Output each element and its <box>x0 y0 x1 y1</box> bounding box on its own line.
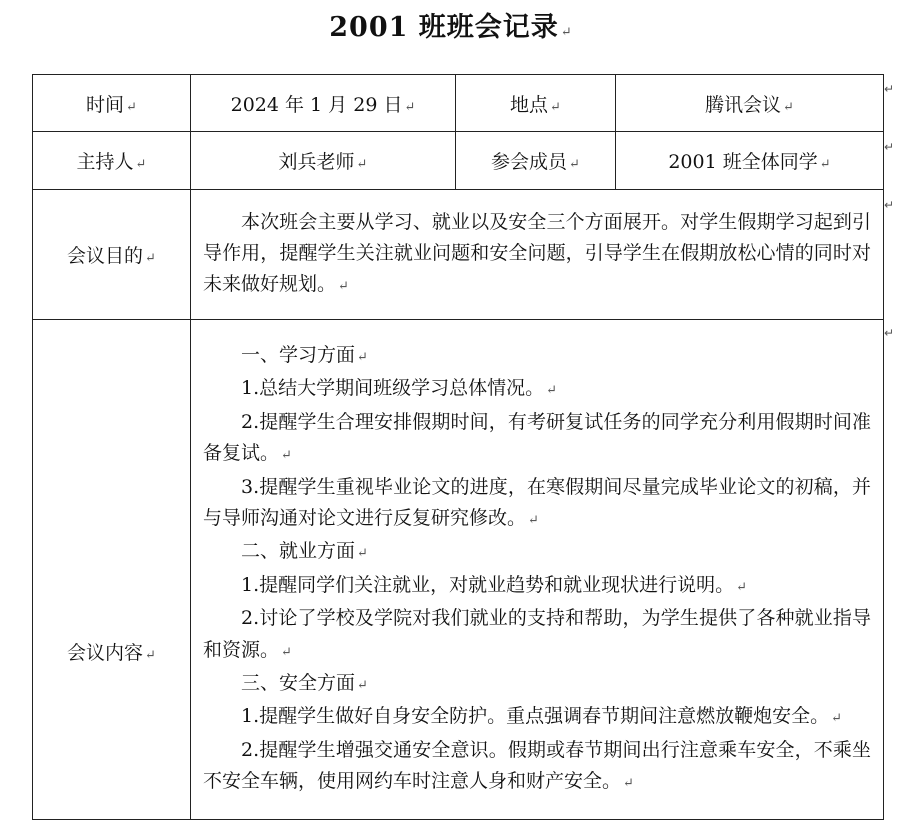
content-label: 会议内容 <box>67 642 144 664</box>
members-label-cell <box>456 132 616 190</box>
paragraph-mark-icon: ↵ <box>126 99 137 115</box>
place-value-cell <box>616 75 884 132</box>
paragraph-mark-icon: ↵ <box>338 279 349 294</box>
paragraph-mark-icon: ↵ <box>281 644 292 660</box>
paragraph-mark-icon: ↵ <box>145 648 156 663</box>
paragraph-mark-icon: ↵ <box>135 157 147 172</box>
content-line: 二、就业方面 ↵ <box>241 540 368 563</box>
place-label: 地点 <box>510 93 549 116</box>
table-row-time-place <box>33 75 884 132</box>
time-label-cell <box>33 75 191 132</box>
host-value: 刘兵老师 <box>278 151 355 173</box>
purpose-label-cell <box>33 190 191 320</box>
content-line: 1.总结大学期间班级学习总体情况。 ↵ <box>241 377 558 400</box>
time-value-cell <box>191 75 456 132</box>
paragraph-mark-icon: ↵ <box>357 546 368 562</box>
purpose-label: 会议目的 <box>67 245 144 267</box>
members-label: 参会成员 <box>491 151 568 173</box>
host-label-cell <box>33 132 191 190</box>
content-line: 2.提醒学生增强交通安全意识。假期或春节期间出行注意乘车安全，不乘坐不安全车辆，使用网约车时注意人身和财产安全。 ↵ <box>203 738 871 793</box>
members-value: 2001 班全体同学 <box>668 151 818 173</box>
purpose-text: 本次班会主要从学习、就业以及安全三个方面展开。对学生假期学习起到引导作用，提醒学生关注就业问题和安全问题，引导学生在假期放松心情的同时对未来做好规划。 <box>203 211 871 295</box>
paragraph-mark-icon: ↵ <box>736 579 748 595</box>
content-line: 3.提醒学生重视毕业论文的进度，在寒假期间尽量完成毕业论文的初稿，并与导师沟通对论文进行反复研究修改。 ↵ <box>203 475 871 530</box>
place-label-cell <box>456 75 616 132</box>
paragraph-mark-icon: ↵ <box>550 99 561 115</box>
paragraph-mark-icon: ↵ <box>819 157 831 172</box>
row-end-mark-icon: ↵ <box>884 198 895 212</box>
paragraph-mark-icon: ↵ <box>281 448 292 464</box>
paragraph-mark-icon: ↵ <box>546 383 558 399</box>
document-title-text: 2001 班班会记录 <box>329 12 559 43</box>
content-line: 三、安全方面 ↵ <box>241 672 368 695</box>
paragraph-mark-icon: ↵ <box>560 25 573 40</box>
table-row-purpose <box>33 190 884 320</box>
time-label: 时间 <box>86 93 125 116</box>
host-value-cell <box>191 132 456 190</box>
place-value: 腾讯会议 <box>705 93 782 116</box>
paragraph-mark-icon: ↵ <box>569 157 580 172</box>
paragraph-mark-icon: ↵ <box>831 711 843 727</box>
content-line: 1.提醒学生做好自身安全防护。重点强调春节期间注意燃放鞭炮安全。 ↵ <box>241 705 843 728</box>
row-end-mark-icon: ↵ <box>884 82 895 96</box>
time-value: 2024 年 1 月 29 日 <box>230 93 403 116</box>
content-label-cell <box>33 320 191 820</box>
host-label: 主持人 <box>76 151 134 173</box>
paragraph-mark-icon: ↵ <box>623 776 634 792</box>
table-row-content <box>33 320 884 820</box>
paragraph-mark-icon: ↵ <box>145 251 156 266</box>
content-line: 2.讨论了学校及学院对我们就业的支持和帮助，为学生提供了各种就业指导和资源。 ↵ <box>203 607 871 661</box>
paragraph-mark-icon: ↵ <box>783 99 794 115</box>
paragraph-mark-icon: ↵ <box>357 350 368 365</box>
content-line: 1.提醒同学们关注就业，对就业趋势和就业现状进行说明。 ↵ <box>241 573 748 596</box>
paragraph-mark-icon: ↵ <box>357 678 368 694</box>
paragraph-mark-icon: ↵ <box>356 157 368 172</box>
paragraph-mark-icon: ↵ <box>404 99 416 115</box>
members-value-cell <box>616 132 884 190</box>
document-title <box>0 8 902 53</box>
content-line: 2.提醒学生合理安排假期时间，有考研复试任务的同学充分利用假期时间准备复试。 ↵ <box>203 410 871 465</box>
purpose-text-cell <box>191 190 884 320</box>
row-end-mark-icon: ↵ <box>884 326 895 340</box>
paragraph-mark-icon: ↵ <box>528 513 539 529</box>
table-row-host-members <box>33 132 884 190</box>
meeting-record-table <box>32 74 884 820</box>
content-line: 一、学习方面 ↵ <box>241 344 368 366</box>
content-text-cell <box>191 320 884 820</box>
row-end-mark-icon: ↵ <box>884 140 895 154</box>
